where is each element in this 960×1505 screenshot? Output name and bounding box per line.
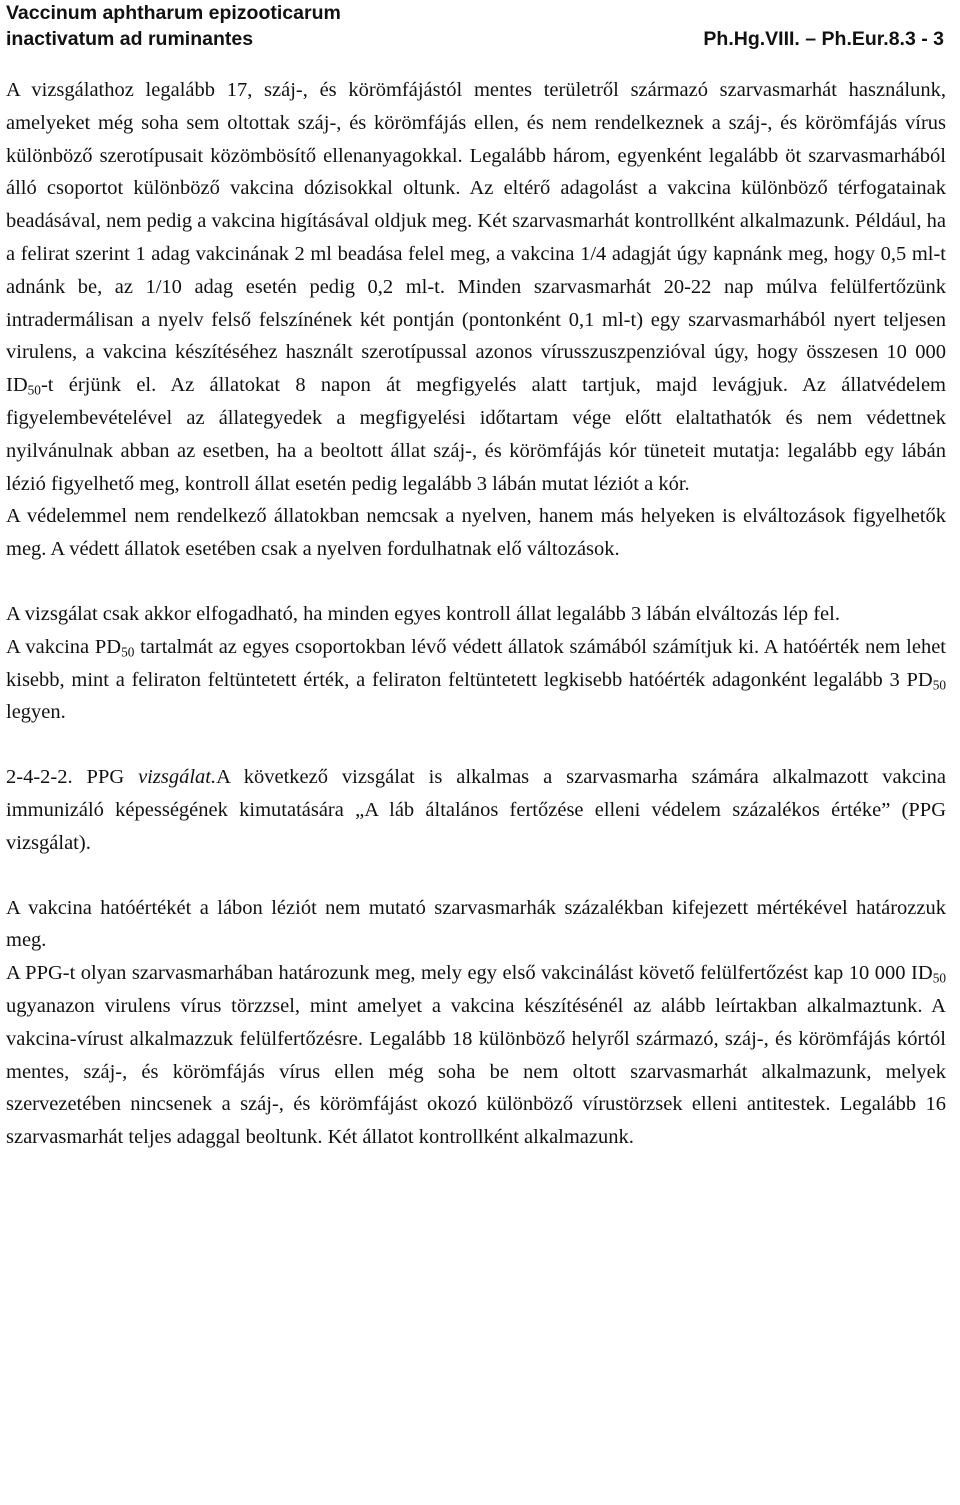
paragraph-pd50 (6, 631, 946, 729)
subscript: 50 (121, 644, 135, 660)
subscript: 50 (932, 970, 946, 986)
paragraph-text: -t érjünk el. Az állatokat 8 napon át megfigyelés alatt tartjuk, majd levágjuk. Az állatvédelem figyelembevételével az állategyedek a megfigyelési időtartam vége előtt elaltathatók és nem védettnek nyilvánulnak abban az esetben, ha a beoltott állat száj-, és körömfájás kór tüneteit mutatja: legalább egy lábán lézió figyelhető meg, kontroll állat esetén pedig legalább 3 lábán mutat léziót a kór. (6, 374, 946, 495)
paragraph-test-procedure (6, 74, 946, 500)
paragraph-ppg-method (6, 957, 946, 1154)
paragraph-text: legyen. (6, 701, 66, 724)
header-title-line1: Vaccinum aphtharum epizooticarum (6, 2, 341, 24)
paragraph-text: ugyanazon virulens vírus törzzsel, mint amelyet a vakcina készítésénél az alább leírtakban alkalmaztunk. A vakcina-vírust alkalmazzuk felülfertőzésre. Legalább 18 különböző helyről származó, száj-, és körömfájás kórtól mentes, száj-, és körömfájás vírus ellen még soha be nem oltott szarvasmarhát alkalmazunk, melyek szervezetében nincsenek a száj-, és körömfájást okozó különböző vírustörzsek elleni antitestek. Legalább 16 szarvasmarhát teljes adaggal beoltunk. Két állatot kontrollként alkalmazunk. (6, 994, 946, 1149)
paragraph-text: A vakcina PD (6, 635, 122, 658)
paragraph-unprotected-animals: A védelemmel nem rendelkező állatokban nemcsak a nyelven, hanem más helyeken is elváltozások figyelhetők meg. A védett állatok esetében csak a nyelven fordulhatnak elő változások. (6, 505, 946, 561)
section-title: vizsgálat. (138, 766, 217, 789)
page-header (6, 0, 946, 52)
paragraph-text: A PPG-t olyan szarvasmarhában határozunk meg, mely egy első vakcinálást követő felülfertőzést kap 10 000 ID (6, 962, 933, 985)
subscript: 50 (932, 676, 946, 692)
section-number: 2-4-2-2. PPG (6, 766, 139, 789)
paragraph-validity: A vizsgálat csak akkor elfogadható, ha minden egyes kontroll állat legalább 3 lábán elváltozás lép fel. (6, 602, 840, 625)
paragraph-text: A vizsgálathoz legalább 17, száj-, és körömfájástól mentes területről származó szarvasmarhát használunk, amelyeket még soha sem oltottak száj-, és körömfájás ellen, és nem rendelkeznek a száj-, és körömfájás vírus különböző szerotípusait közömbösítő ellenanyagokkal. Legalább három, egyenként legalább öt szarvasmarhából álló csoportot különböző vakcina dózisokkal oltunk. Az eltérő adagolást a vakcina különböző térfogatainak beadásával, nem pedig a vakcina higításával oldjuk meg. Két szarvasmarhát kontrollként alkalmazunk. Például, ha a felirat szerint 1 adag vakcinának 2 ml beadása felel meg, a vakcina 1/4 adagját úgy kapnánk meg, hogy 0,5 ml-t adnánk be, az 1/10 adag esetén pedig 0,2 ml-t. Minden szarvasmarhát 20-22 nap múlva felülfertőzünk intradermálisan a nyelv felső felszínének két pontján (pontonként 0,1 ml-t) egy szarvasmarhából nyert teljesen virulens, a vakcina készítéséhez használt szerotípussal azonos vírusszuszpenzióval úgy, hogy összesen 10 000 ID (6, 79, 946, 397)
paragraph-potency: A vakcina hatóértékét a lábon léziót nem mutató szarvasmarhák százalékban kifejezett mértékével határozzuk meg. (6, 896, 946, 952)
paragraph-ppg-heading (6, 761, 946, 859)
paragraph-text: A következő vizsgálat is alkalmas a szarvasmarha számára alkalmazott vakcina immunizáló képességének kimutatására „A láb általános fertőzése elleni védelem százalékos értéke” (PPG vizsgálat). (6, 766, 946, 854)
header-title-line2: inactivatum ad ruminantes (6, 28, 254, 50)
header-row (6, 26, 946, 52)
subscript: 50 (27, 382, 41, 398)
header-reference: Ph.Hg.VIII. – Ph.Eur.8.3 - 3 (703, 28, 944, 50)
paragraph-text: tartalmát az egyes csoportokban lévő védett állatok számából számítjuk ki. A hatóérték nem lehet kisebb, mint a feliraton feltüntetett érték, a feliraton feltüntetett legkisebb hatóérték adagonként legalább 3 PD (6, 635, 946, 691)
document-body (6, 74, 946, 1154)
